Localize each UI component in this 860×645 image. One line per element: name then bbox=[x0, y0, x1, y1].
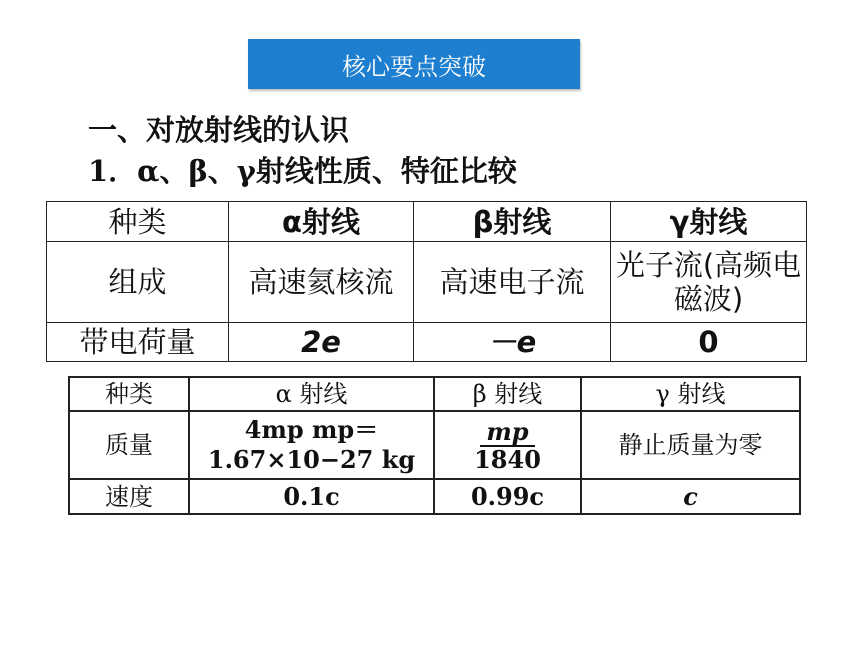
section-banner: 核心要点突破 bbox=[248, 39, 580, 89]
alpha-mass-line1: 4mp mp＝ bbox=[244, 415, 379, 444]
fraction-denominator: 1840 bbox=[474, 445, 541, 474]
header-cell: β射线 bbox=[414, 202, 611, 242]
header-cell: γ射线 bbox=[611, 202, 807, 242]
header-cell: 种类 bbox=[69, 377, 189, 411]
radiation-composition-table bbox=[46, 201, 807, 362]
table-row bbox=[47, 242, 807, 323]
header-cell: 种类 bbox=[47, 202, 229, 242]
radiation-mass-speed-table bbox=[68, 376, 801, 515]
table-cell: 0 bbox=[611, 323, 807, 362]
table-header-row bbox=[69, 377, 800, 411]
alpha-mass-line2: 1.67×10−27 kg bbox=[207, 445, 416, 474]
section-heading: 一、对放射线的认识 bbox=[88, 113, 350, 147]
table-row bbox=[69, 479, 800, 514]
beta-mass-fraction bbox=[474, 419, 541, 473]
table-cell: 0.1c bbox=[189, 479, 434, 514]
header-cell: β 射线 bbox=[434, 377, 581, 411]
gamma-mass-cell: 静止质量为零 bbox=[581, 411, 800, 479]
row-label: 速度 bbox=[69, 479, 189, 514]
row-label: 质量 bbox=[69, 411, 189, 479]
row-label: 组成 bbox=[47, 242, 229, 323]
alpha-mass-cell bbox=[189, 411, 434, 479]
table-cell: 高速氦核流 bbox=[229, 242, 414, 323]
table-header-row bbox=[47, 202, 807, 242]
table-cell: c bbox=[581, 479, 800, 514]
table-cell: 2e bbox=[229, 323, 414, 362]
beta-mass-cell bbox=[434, 411, 581, 479]
table-cell: －e bbox=[414, 323, 611, 362]
header-cell: γ 射线 bbox=[581, 377, 800, 411]
row-label: 带电荷量 bbox=[47, 323, 229, 362]
table-cell: 光子流(高频电磁波) bbox=[611, 242, 807, 323]
table-cell: 0.99c bbox=[434, 479, 581, 514]
header-cell: α 射线 bbox=[189, 377, 434, 411]
table-row bbox=[69, 411, 800, 479]
subsection-heading: 1．α、β、γ射线性质、特征比较 bbox=[88, 154, 517, 188]
header-cell: α射线 bbox=[229, 202, 414, 242]
table-row bbox=[47, 323, 807, 362]
fraction-numerator: mp bbox=[480, 419, 534, 447]
table-cell: 高速电子流 bbox=[414, 242, 611, 323]
